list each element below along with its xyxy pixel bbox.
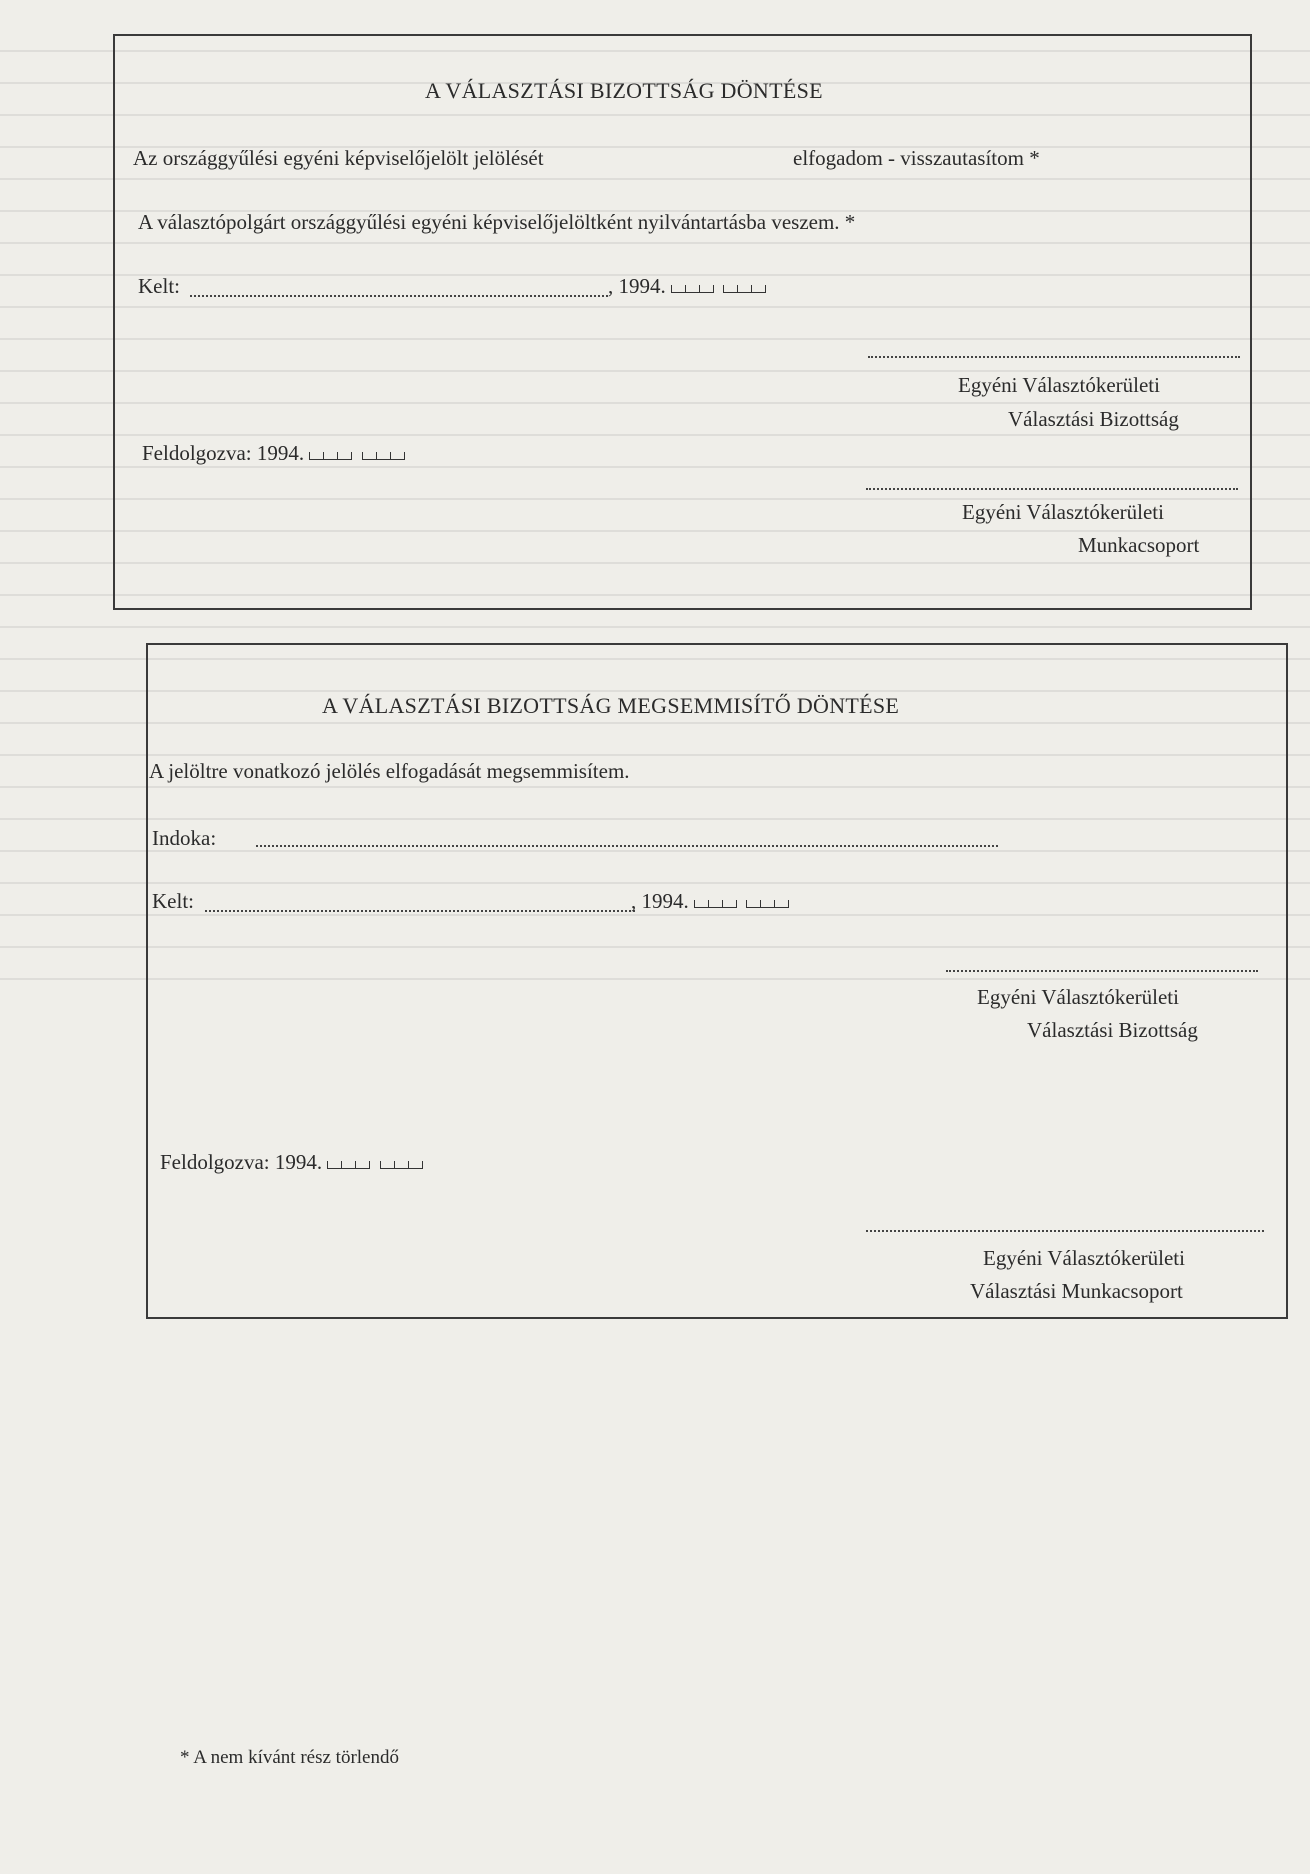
signature-label-line1: Egyéni Választókerületi [977,985,1179,1009]
signature-label-line1: Egyéni Választókerületi [958,373,1160,397]
day-boxes[interactable] [723,274,766,299]
reason-label: Indoka: [152,826,217,850]
month-boxes[interactable] [671,274,714,299]
date-place-field[interactable] [190,295,608,297]
signature-label-line2: Választási Bizottság [1027,1018,1198,1042]
accept-reject-choice: elfogadom - visszautasítom * [793,146,1040,170]
workgroup-label-line1: Egyéni Választókerületi [962,500,1164,524]
annulment-statement: A jelöltre vonatkozó jelölés elfogadását megsemmisítem. [149,759,630,783]
month-boxes[interactable] [694,889,737,914]
processed-label: Feldolgozva: 1994. [142,441,305,465]
workgroup-label-line2: Munkacsoport [1078,533,1200,557]
signature-label-line2: Választási Bizottság [1008,407,1179,431]
date-year: , 1994. [608,274,666,298]
signature-line-committee[interactable] [946,970,1258,972]
registration-statement: A választópolgárt országgyűlési egyéni képviselőjelöltként nyilvántartásba veszem. * [138,210,856,234]
processed-month-boxes[interactable] [327,1150,370,1175]
processed-label: Feldolgozva: 1994. [160,1150,323,1174]
reason-field[interactable] [256,845,998,847]
date-year: , 1994. [631,889,689,913]
date-label: Kelt: [138,274,180,298]
date-place-field[interactable] [205,910,635,912]
day-boxes[interactable] [746,889,789,914]
signature-line-workgroup[interactable] [866,1230,1264,1232]
date-label: Kelt: [152,889,194,913]
workgroup-label-line1: Egyéni Választókerületi [983,1246,1185,1270]
signature-line-committee[interactable] [868,356,1240,358]
processed-day-boxes[interactable] [362,441,405,466]
workgroup-label-line2: Választási Munkacsoport [970,1279,1183,1303]
annulment-decision-box [146,643,1288,1319]
signature-line-workgroup[interactable] [866,488,1238,490]
decision-title: A VÁLASZTÁSI BIZOTTSÁG DÖNTÉSE [425,78,823,103]
annulment-title: A VÁLASZTÁSI BIZOTTSÁG MEGSEMMISÍTŐ DÖNTÉSE [322,693,900,718]
nomination-statement: Az országgyűlési egyéni képviselőjelölt jelölését [133,146,544,170]
processed-day-boxes[interactable] [380,1150,423,1175]
processed-month-boxes[interactable] [309,441,352,466]
footnote: * A nem kívánt rész törlendő [180,1747,399,1768]
